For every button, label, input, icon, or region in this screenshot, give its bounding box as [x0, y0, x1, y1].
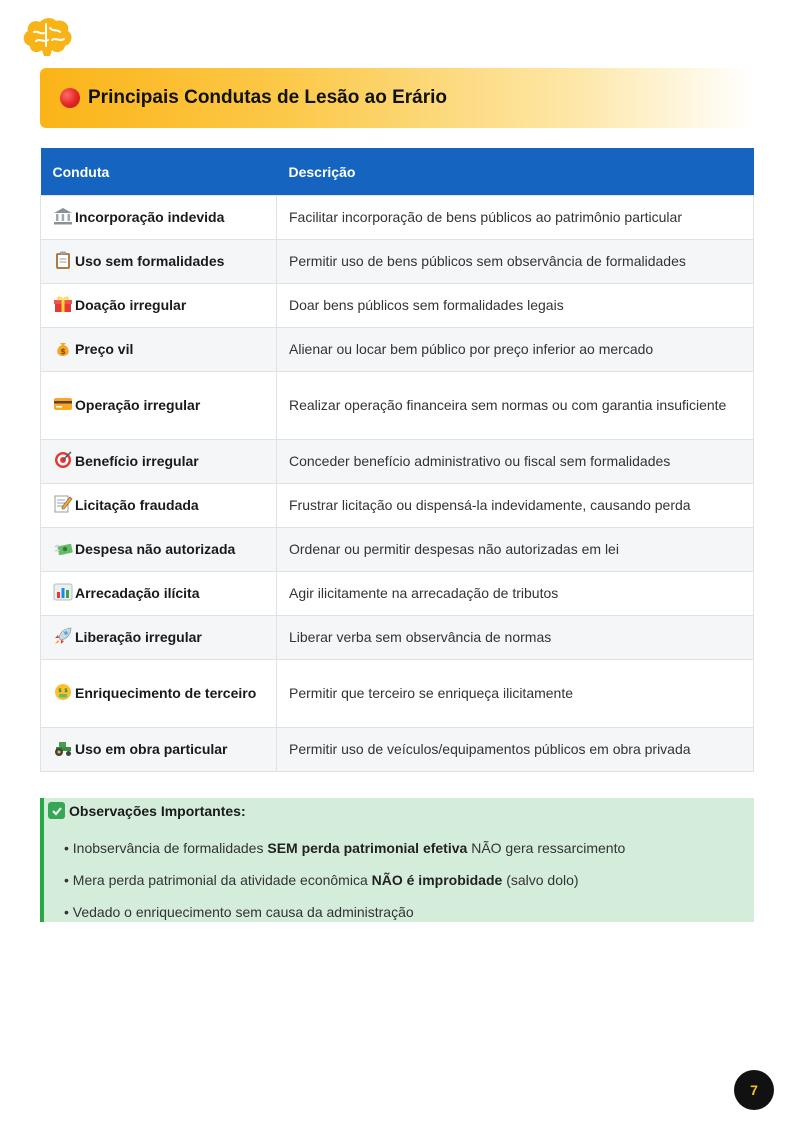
- notes-title: Observações Importantes:: [69, 802, 246, 819]
- gift-icon: [53, 295, 73, 313]
- conduct-label: Arrecadação ilícita: [75, 585, 200, 601]
- note-text: • Mera perda patrimonial da atividade econômica: [64, 872, 372, 888]
- memo-icon: [53, 495, 73, 513]
- conduct-cell: [41, 328, 277, 372]
- conduct-cell: [41, 440, 277, 484]
- conduct-cell: [41, 728, 277, 772]
- table-row: [41, 372, 754, 440]
- conduct-cell: [41, 484, 277, 528]
- description-cell: Liberar verba sem observância de normas: [277, 616, 754, 660]
- notes-heading: [48, 802, 246, 819]
- list-item: [64, 902, 625, 934]
- money-mouth-face-icon: [53, 683, 73, 701]
- table-row: [41, 616, 754, 660]
- conduct-label: Uso sem formalidades: [75, 253, 225, 269]
- conduct-label: Despesa não autorizada: [75, 541, 236, 557]
- table-row: [41, 528, 754, 572]
- conduct-cell: [41, 528, 277, 572]
- description-cell: Frustrar licitação ou dispensá-la indevidamente, causando perda: [277, 484, 754, 528]
- money-wings-icon: [53, 539, 73, 557]
- note-text: • Inobservância de formalidades: [64, 840, 268, 856]
- conduct-label: Licitação fraudada: [75, 497, 199, 513]
- tractor-icon: [53, 739, 73, 757]
- conduct-cell: [41, 284, 277, 328]
- conduct-label: Liberação irregular: [75, 629, 202, 645]
- description-cell: Facilitar incorporação de bens públicos ao patrimônio particular: [277, 196, 754, 240]
- conduct-cell: [41, 372, 277, 440]
- description-cell: Doar bens públicos sem formalidades legais: [277, 284, 754, 328]
- conduct-label: Benefício irregular: [75, 453, 199, 469]
- table-row: [41, 484, 754, 528]
- notes-box: [40, 798, 754, 922]
- svg-text:$: $: [58, 688, 62, 694]
- description-cell: Permitir uso de veículos/equipamentos públicos em obra privada: [277, 728, 754, 772]
- description-cell: Ordenar ou permitir despesas não autorizadas em lei: [277, 528, 754, 572]
- note-text: NÃO gera ressarcimento: [467, 840, 626, 856]
- table-row: [41, 572, 754, 616]
- description-cell: Alienar ou locar bem público por preço inferior ao mercado: [277, 328, 754, 372]
- table-row: [41, 196, 754, 240]
- conduct-label: Operação irregular: [75, 397, 201, 413]
- description-cell: Permitir uso de bens públicos sem observância de formalidades: [277, 240, 754, 284]
- column-header-conduta: Conduta: [41, 148, 277, 196]
- conduct-label: Enriquecimento de terceiro: [75, 685, 257, 701]
- table-row: [41, 284, 754, 328]
- description-cell: Agir ilicitamente na arrecadação de tributos: [277, 572, 754, 616]
- rocket-icon: [53, 627, 73, 645]
- conduct-cell: [41, 240, 277, 284]
- list-item: [64, 838, 625, 870]
- conduct-cell: [41, 660, 277, 728]
- clipboard-icon: [53, 251, 73, 269]
- description-cell: Realizar operação financeira sem normas ou com garantia insuficiente: [277, 372, 754, 440]
- table-row: [41, 660, 754, 728]
- table-row: [41, 728, 754, 772]
- note-text: • Vedado o enriquecimento sem causa da administração: [64, 904, 414, 920]
- svg-text:$: $: [64, 688, 68, 694]
- conduct-label: Preço vil: [75, 341, 134, 357]
- conduct-cell: [41, 572, 277, 616]
- conduct-label: Doação irregular: [75, 297, 187, 313]
- credit-card-icon: [53, 395, 73, 413]
- table-row: [41, 240, 754, 284]
- description-cell: Conceder benefício administrativo ou fiscal sem formalidades: [277, 440, 754, 484]
- conduct-cell: [41, 616, 277, 660]
- description-cell: Permitir que terceiro se enriqueça ilicitamente: [277, 660, 754, 728]
- conducts-table: [40, 148, 754, 772]
- classical-building-icon: [53, 207, 73, 225]
- page-title: Principais Condutas de Lesão ao Erário: [88, 87, 447, 108]
- notes-list: [64, 838, 625, 934]
- target-icon: [53, 451, 73, 469]
- money-bag-icon: [53, 339, 73, 357]
- conduct-label: Incorporação indevida: [75, 209, 225, 225]
- bar-chart-icon: [53, 583, 73, 601]
- conduct-label: Uso em obra particular: [75, 741, 228, 757]
- check-mark-icon: [48, 802, 65, 819]
- svg-text:$: $: [60, 347, 66, 356]
- table-row: [41, 328, 754, 372]
- page-number-badge: 7: [734, 1070, 774, 1110]
- title-banner: [40, 68, 754, 128]
- note-text: (salvo dolo): [502, 872, 579, 888]
- note-emphasis: NÃO é improbidade: [371, 872, 503, 888]
- list-item: [64, 870, 625, 902]
- table-header-row: [41, 148, 754, 196]
- table-row: [41, 440, 754, 484]
- brain-icon: [20, 16, 74, 60]
- red-circle-icon: [60, 88, 80, 108]
- column-header-descricao: Descrição: [277, 148, 754, 196]
- note-emphasis: SEM perda patrimonial efetiva: [267, 840, 468, 856]
- conduct-cell: [41, 196, 277, 240]
